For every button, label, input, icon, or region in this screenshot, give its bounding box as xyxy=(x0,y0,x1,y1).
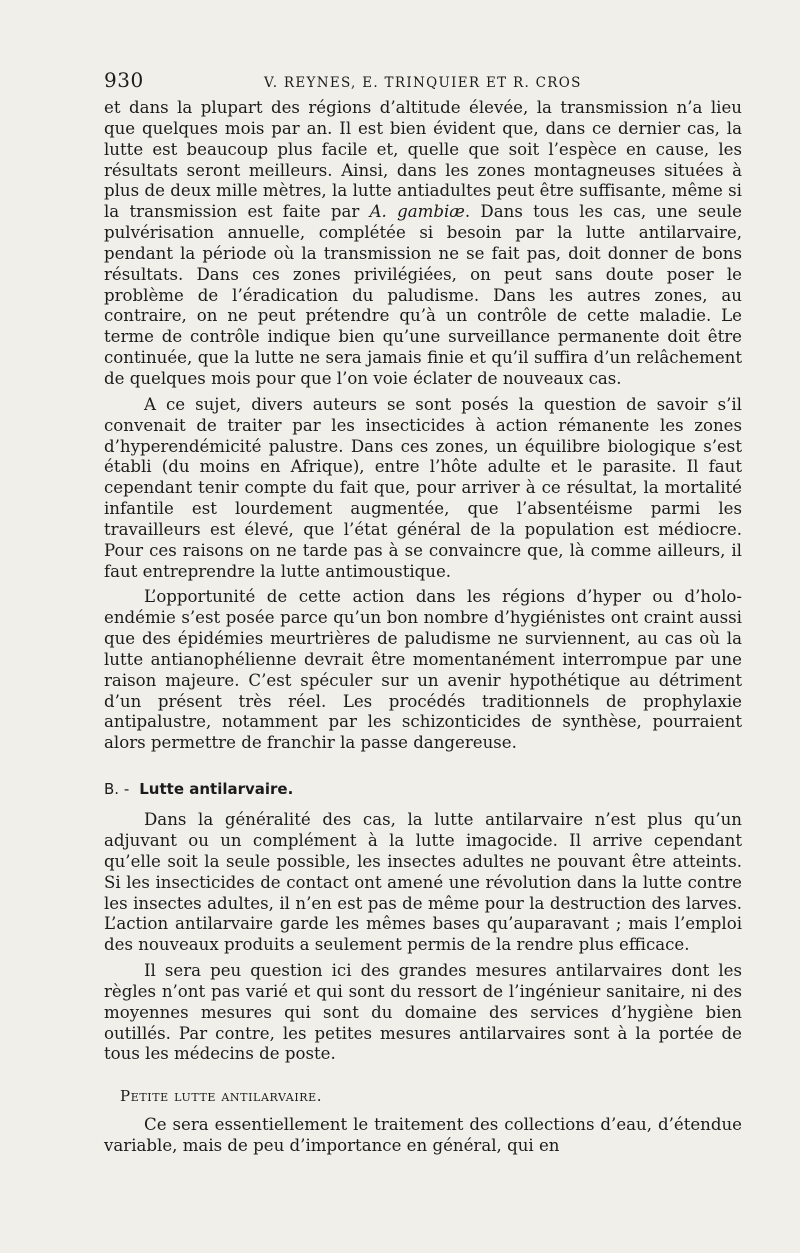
section-label: B. - xyxy=(104,780,130,799)
paragraph-4: Dans la généralité des cas, la lutte antilarvaire n’est plus qu’un adjuvant ou un complément à la lutte imagocide. Il arrive cependant qu’elle soit la seule possible, les insectes adultes ne pouvant être atteints. Si les insecticides de contact ont amené une révolution dans la lutte contre les insectes adultes, il n’en est pas de même pour la destruction des larves. L’action antilarvaire garde les mêmes bases qu’auparavant ; mais l’emploi des nouveaux produits a seulement permis de la rendre plus efficace. xyxy=(104,810,742,955)
section-heading-b xyxy=(104,780,742,798)
page xyxy=(104,68,742,1157)
paragraph-6: Ce sera essentiellement le traitement des collections d’eau, d’étendue variable, mais de peu d’importance en général, qui en xyxy=(104,1115,742,1156)
species-name: A. gambiæ xyxy=(369,202,465,222)
paragraph-2: A ce sujet, divers auteurs se sont posés la question de savoir s’il convenait de traiter par les insecticides à action rémanente les zones d’hyperendémicité palustre. Dans ces zones, un équilibre biologique s’est établi (du moins en Afrique), entre l’hôte adulte et le parasite. Il faut cependant tenir compte du fait que, pour arriver à ce résultat, la mortalité infantile est lourdement augmentée, que l’absentéisme parmi les travailleurs est élevé, que l’état général de la population est médiocre. Pour ces raisons on ne tarde pas à se convaincre que, là comme ailleurs, il faut entreprendre la lutte antimoustique. xyxy=(104,394,742,581)
subsection-title: Petite lutte antilarvaire. xyxy=(120,1087,323,1106)
subsection-heading xyxy=(120,1087,742,1105)
paragraph-3: L’opportunité de cette action dans les régions d’hyper ou d’holoendémie s’est posée parce qu’un bon nombre d’hygiénistes ont craint aussi que des épidémies meurtrières de paludisme ne surviennent, au cas où la lutte antianophélienne devrait être momentanément interrompue par une raison majeure. C’est spéculer sur un avenir hypothétique au détriment d’un présent très réel. Les procédés traditionnels de prophylaxie antipalustre, notamment par les schizonticides de synthèse, pourraient alors permettre de franchir la passe dangereuse. xyxy=(104,587,742,753)
page-header xyxy=(104,68,742,98)
paragraph-5: Il sera peu question ici des grandes mesures antilarvaires dont les règles n’ont pas varié et qui sont du ressort de l’ingénieur sanitaire, ni des moyennes mesures qui sont du domaine des services d’hygiène bien outillés. Par contre, les petites mesures antilarvaires sont à la portée de tous les médecins de poste. xyxy=(104,961,742,1064)
section-title: Lutte antilarvaire. xyxy=(139,780,294,799)
paragraph-1: et dans la plupart des régions d’altitude élevée, la transmission n’a lieu que quelques mois par an. Il est bien évident que, dans ce dernier cas, la lutte est beaucoup plus facile et, quelle que soit l’espèce en cause, les résultats seront meilleurs. Ainsi, dans les zones montagneuses situées à plus de deux mille mètres, la lutte antiadultes peut être suffisante, même si la transmission est faite par A. gambiæ. Dans tous les cas, une seule pulvérisation annuelle, complétée si besoin par la lutte antilarvaire, pendant la période où la transmission ne se fait pas, doit donner de bons résultats. Dans ces zones privilégiées, on peut sans doute poser le problème de l’éradication du paludisme. Dans les autres zones, au contraire, on ne peut prétendre qu’à un contrôle de cette maladie. Le terme de contrôle indique bien qu’une surveillance permanente doit être continuée, que la lutte ne sera jamais finie et qu’il suffira d’un relâchement de quelques mois pour que l’on voie éclater de nouveaux cas. xyxy=(104,98,742,388)
running-head: V. REYNES, E. TRINQUIER ET R. CROS xyxy=(264,75,582,91)
body-text xyxy=(104,98,742,1157)
page-number: 930 xyxy=(104,68,144,92)
